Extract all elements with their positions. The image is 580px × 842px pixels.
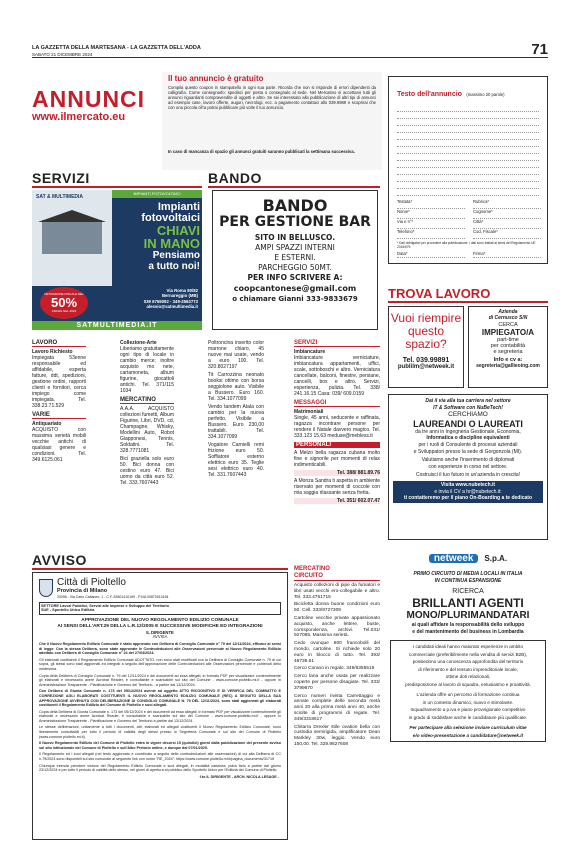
- mercatino2-item-4: Cedo ovunque 800 francobolli del mondo, cartoline. Si richiede solo 20 euro in blocco di tutto. Tel. 393/ 48739.61: [294, 641, 380, 664]
- nw-line18: Per partecipare alla selezione inviare curriculum vitae: [409, 725, 527, 730]
- varie-header: VARIE: [32, 412, 86, 419]
- coupon-title: Testo dell'annuncio: [397, 91, 462, 98]
- coat-of-arms-icon: [39, 579, 53, 597]
- issue-date: SABATO 21 DICEMBRE 2024: [32, 52, 93, 57]
- mercatino-ad-3: Poltroncina inserito color marrone chiaro, 45 nuove mai usate, vendo a euro 100. Tel. 320.8027197: [208, 340, 264, 370]
- annunci-url[interactable]: www.ilmercato.eu: [32, 111, 126, 123]
- sat-line3: CHIAVI: [156, 223, 200, 238]
- nw-email[interactable]: e/o video-presentazione a candidature@netweek.it: [412, 732, 524, 738]
- coupon-fields-right: [473, 199, 541, 239]
- vuoi-line3: spazio?: [405, 337, 447, 351]
- mercatino2-sub: CIRCUITO: [294, 573, 380, 581]
- nb-contact-box: [393, 481, 543, 503]
- az-impiegato: IMPIEGATO/A: [481, 328, 535, 337]
- sat-brand: SAT & MULTIMEDIA: [36, 194, 84, 200]
- tax-badge: [40, 287, 88, 319]
- nb-line9: Valutiamo anche l'inserimento di diplomati: [421, 457, 515, 464]
- nw-line10: possiedono una conoscenza approfondita del territorio: [412, 659, 524, 664]
- servizi-section-header: [32, 170, 202, 188]
- annunci-title: ANNUNCI: [32, 86, 146, 112]
- avviso-heading1: APPROVAZIONE DEL NUOVO REGOLAMENTO EDILIZIO COMUNALE: [81, 617, 239, 623]
- pioltello-city: Città di Pioltello: [57, 577, 126, 588]
- nb-line13: e invia il CV a hr@nubetech.it:: [434, 488, 502, 495]
- nubetech-ad: [388, 394, 548, 540]
- free-ad-body: Compila questo coupon in stampatello in ogni sua parte. Ricorda che non si risponde di errori dipendenti da calligrafia. Come consegnarlo: spedisci per posta o consegnalo al sede. Nel Mercatino si accettano tutti gli annunci riguardanti compravendite di oggetti e altro. Se sei interessato alla pubblicazione di altri tipi di annunci ad esempio case, lavoro offerte, auguri, necrologi, ecc. a pagamento contattaci allo 039.9989 e scoprirai che con una piccola cifra potrai pubblicare più volte il tuo annuncio.: [168, 85, 376, 110]
- sat-line4: IN MANO: [143, 236, 200, 251]
- nw-line11: di riferimento e del tessuto imprenditoriale locale,: [418, 666, 518, 672]
- mercatino-ad-1: A.A.A. ACQUISTO collezioni fumetti, Album Figurine, Libri, DVD, cd, Champagne, Whisky, Modellini Auto, Robot Giapponesi, Tennis, Soldatini. Tel. 328.7771081: [120, 406, 174, 454]
- matrimoniali-label: Matrimoniali: [294, 409, 324, 415]
- nw-line12: ottime doti relazionali,: [445, 674, 491, 679]
- page-header: [32, 41, 548, 58]
- avviso-p3: Copia della Delibera di Consiglio Comunale n. 79 del 12/11/2024 e dei documenti ad essa allegati, in formato PDF per visualizzare contenutimente gli elaborati e necessario avere Acrobat Reader, è consultabile e scaricabile sul sito del Comune - www.comune.pioltello.mi.it - oppure in Amministrazione Trasparente - Pianificazione e Governo del Territorio - a partire dal 13/12/2024.: [39, 673, 281, 687]
- bando-title: BANDO: [208, 170, 262, 186]
- personali-header: PERSONALI: [294, 442, 380, 448]
- collezione-ad: Liberiamo gratuitamente ogni tipo di locale in cambio merce; inoltre acquisto mo nete, cartamoneta, album figurine, giocattoli antichi. Tel. 371/115 1034: [120, 346, 174, 394]
- antiquariato-ad: ACQUISTO con massima serietà mobili vecchie antichi di qualsiasi genere e condizioni. Tel. 349.6125.061: [32, 427, 86, 463]
- pioltello-header: [39, 577, 281, 600]
- mercatino-ad-5: Vendo tandem Atala con cambio per la nuova perfetto. Visibile a Bussero. Euro 230,00 trattabili. Tel. 334.1077099: [208, 404, 264, 440]
- sat-line1: Impianti: [157, 201, 200, 213]
- az-info1: Info e cv a:: [493, 357, 523, 363]
- mercatino2-item-8: Chitarra Drexler stile ovation bella con custodia semirigida, amplificatore Dean Markley 30w, leggio. Vendo euro 150,00. Tel. 329.9827608: [294, 724, 380, 747]
- pioltello-address: 20096 - Via Carlo Cattaneo, 1 - C.F. 83501410159 - P.IVA 00870010154: [57, 595, 169, 599]
- nw-line9: commerciale (preferibilmente nella vendita di servizi B2B),: [408, 651, 528, 657]
- badge-line1: DETRAZIONE FISCALE DEL: [44, 292, 84, 296]
- free-ad-footer: In caso di mancanza di spazio gli annunci gratuiti saranno pubblicati la settimana successiva.: [168, 149, 355, 154]
- nb-line2: IT & Software con NuBeTech!: [433, 404, 503, 411]
- field-nome[interactable]: Nome*: [397, 209, 465, 219]
- sat-line5: Pensiamo: [152, 250, 200, 261]
- bando-phone: o chiamare Gianni 333-9833679: [232, 295, 358, 303]
- classifieds-column-3: [208, 340, 264, 480]
- nb-line1: Dai il via alla tua carriera nel settore: [425, 398, 511, 404]
- field-via[interactable]: Via e n°*: [397, 219, 465, 229]
- nb-line7: per i ruoli di Consulente di processi aziendali: [418, 441, 518, 448]
- coupon-hint: (massimo 20 parole): [466, 92, 505, 97]
- avviso-p4: Con Delibera di Giunta Comunale n. 173 del 05/12/2024 avente ad oggetto ATTO RICOGNITIVO E DI VERIFICA DEL COMBATTO E CORREZIONE AGLI ELABORATI COSTITUENTI IL NUOVO REGOLAMENTO EDILIZIO COMUNALE (REC) A SEGUITO DELLA SUA APPROVAZIONE AVVENUTA CON DELIBERAZIONE DI CONSIGLIO COMUNALE N. 79 DEL 12/11/2024, sono stati aggiornati gli elaborati costituenti il Regolamento Edilizio del Comune di Pioltello e suoi allegati.: [39, 689, 281, 708]
- sat-address1: Via Roma 80/82: [166, 288, 198, 293]
- bando-subheading: PER GESTIONE BAR: [219, 214, 371, 230]
- bando-line1: SITO IN BELLUSCO.: [254, 233, 336, 242]
- nw-line1: PRIMO CIRCUITO DI MEDIA LOCALI IN ITALIA: [413, 571, 523, 577]
- avviso-avvisa: AVVISA: [152, 634, 168, 640]
- nw-line5: MONO/PLURIMANDATARI: [406, 610, 530, 621]
- nw-requirements-box: [390, 640, 546, 742]
- field-telefono[interactable]: Telefono*: [397, 229, 465, 239]
- az-pt3: e segreteria: [493, 349, 523, 355]
- mercatino2-item-1: Acquisto collezioni di pipe da fumatori e libri usati vecchi ero-collegabile e altro. Tel. 333.4751715: [294, 583, 380, 600]
- sue-line: SUE - Sportello Unico Edilizia: [41, 608, 95, 613]
- lavoro-richiesto-label: Lavoro Richiesto: [32, 349, 73, 355]
- netweek-ad: [388, 552, 548, 840]
- nb-line3: CERCHIAMO: [448, 411, 488, 419]
- sector-line: SETTORE Lavori Pubblici, Servizi alle Imprese e Sviluppo del Territorio: [41, 603, 169, 608]
- imbiancature-label: Imbiancature: [294, 349, 326, 355]
- sector-box: [39, 602, 281, 615]
- servizi-title: SERVIZI: [32, 170, 90, 186]
- vuoi-email[interactable]: publilm@netweek.it: [397, 364, 455, 370]
- classifieds-column-4: [294, 340, 380, 504]
- mercatino2-item-6: Cerco lana anche usata per realizzare coperte per persone disagiate. Tel. 333/ 3799670: [294, 674, 380, 691]
- trova-lavoro-title: TROVA LAVORO: [388, 286, 491, 301]
- bando-line3: E ESTERNI.: [274, 253, 316, 262]
- nw-line15: in un contesto dinamico, nuovo e stimolante.: [422, 699, 514, 705]
- house-image: [32, 190, 112, 286]
- bando-line2: AMPI SPAZZI INTERNI: [255, 243, 335, 252]
- vuoi-line1: Vuoi riempire: [390, 311, 462, 325]
- nb-line4: LAUREANDI O LAUREATI: [413, 418, 523, 429]
- nb-line5: da tre anni in Ingegneria Gestionale, Economia,: [415, 428, 521, 435]
- pioltello-province: Provincia di Milano: [57, 588, 108, 594]
- avviso-heading2: AI SENSI DELL'ART.29 DELLA L.R.12/2005 E SUCCESSIVE MODIFICHE ED INTEGRAZIONI: [57, 623, 263, 629]
- az-line2: di Cernusco S/N: [488, 315, 528, 321]
- azienda-cernusco-ad: [468, 306, 548, 388]
- mercatino-ad-2: Bici graziella solo euro 50. Bici donna con cestino euro 47. Bici uomo da città euro 52. Tel. 333.7607443: [120, 456, 174, 486]
- sat-line2: fotovoltaici: [141, 212, 200, 224]
- nb-line10: con esperienze in corso nel settore.: [428, 463, 508, 470]
- ad-coupon-form: [388, 76, 548, 264]
- avviso-section-header: [32, 552, 288, 570]
- annunci-masthead: [32, 86, 156, 123]
- netweek-logo: netweek: [429, 554, 478, 563]
- personali-ad-1: A Melzo bella ragazza cubana molto fine e signorile per momenti di relax indimenticabili.: [294, 450, 380, 468]
- classifieds-column-2: [120, 340, 174, 488]
- sat-contacts: [124, 288, 198, 309]
- nw-line3: RICERCA: [452, 588, 484, 595]
- lavoro-header: LAVORO: [32, 340, 86, 347]
- messaggi-header: MESSAGGI: [294, 400, 380, 407]
- vuoi-riempire-ad: [388, 306, 464, 388]
- classifieds-column-1: [32, 340, 86, 465]
- field-cognome[interactable]: Cognome*: [473, 209, 541, 219]
- sat-phone: 039 6755092 - 349-2563772: [143, 298, 198, 304]
- nw-line7: e del mantenimento del business in Lombardia: [412, 629, 524, 635]
- avviso-dirigente: IL DIRIGENTE: [146, 629, 174, 635]
- nw-line2: IN CONTINUA ESPANSIONE: [434, 578, 502, 584]
- avviso-title: AVVISO: [32, 552, 87, 568]
- avviso-p7: Il Nuovo Regolamento Edilizio del Comune di Pioltello entra in vigore decorsi 15 (quindici) giorni dalla pubblicazione del presente avviso sul sito istituzionale del Comune di Pioltello e sull'Albo Pretorio online, e dunque dal 07/01/2025.: [39, 741, 281, 750]
- bando-heading: BANDO: [262, 196, 328, 215]
- mercatino-circuito-column: [294, 566, 380, 750]
- mercatino2-title: MERCATINO: [294, 566, 330, 572]
- avviso-p2: Gli elaborati costituenti il Regolamento Edilizio Comunale ADOTTATO, non sono stati modificati con la Delibera di Consiglio Comunale n. 79 di cui sopra, gli stessi sono stati aggiornati ed integrati a seguito dell'approvazione delle Controdeduzioni alle Osservazioni pervenute e contenuti dello medesima.: [39, 657, 281, 671]
- lavoro-ad-1: Impiegata 53enne responsabile ed affidabile, esperta fatture, ddt, spedizioni, gestione ordini, rapporti clienti e fornitori, cerca impiego come impiegata. Tel. 338.23.71.529: [32, 355, 86, 409]
- imbiancature-ad: Imbiancature verniciature, imbiancatura appartamenti, uffici, scale, sottoboschi e altro. Verniciatura cancellate, balconi, finestre, persiane, cancelli, box e altro. Servizi, esperienza, pulizia. Tel. 338/ 241.16.15 Casa: 039/ 609.0159: [294, 355, 380, 397]
- free-ad-info-box: [162, 72, 382, 170]
- nw-line4: BRILLANTI AGENTI: [412, 596, 524, 610]
- avviso-p5: Copia della Delibera di Giunta Comunale n. 173 del 05/12/2024 e dei documenti ad essa allegati, in formato PDF per visualizzare contenutimente gli elaborati e necessario avere Acrobat Reader, è consultabile e scaricabile sul sito del Comune - www.comune.pioltello.mi.it - oppure in Amministrazione Trasparente - Pianificazione e Governo del Territorio a partire dal 13/12/2024.: [39, 709, 281, 723]
- field-data[interactable]: Data*: [397, 251, 465, 258]
- nw-line16: Inquadramento a p.iva e piano provvigionale competitivo: [410, 707, 526, 712]
- mercatino-header: MERCATINO: [120, 397, 174, 404]
- personali-phone-1: Tel. 388/ 881.89.76: [294, 470, 380, 476]
- netweek-logo-row: [388, 554, 548, 563]
- personali-phone-2: Tel. 351/ 602.07.47: [294, 498, 380, 504]
- badge-line3: ANCHE NEL 2024: [51, 309, 77, 313]
- coupon-text-lines[interactable]: [397, 105, 539, 196]
- sat-email[interactable]: alessio@satmultimedia.it: [146, 303, 198, 309]
- page-number: 71: [531, 41, 548, 58]
- coupon-fields-left: [397, 199, 465, 239]
- avviso-signature: f.to IL DIRIGENTE - ARCH. NICOLA LESAGE -: [199, 774, 279, 779]
- bando-section-header: [208, 170, 380, 188]
- trova-lavoro-header: [388, 286, 548, 303]
- sat-address2: Bernareggio (MB): [161, 293, 198, 299]
- vuoi-line2: questo: [407, 324, 445, 338]
- nb-line11: Costruisci il tuo futuro in un'azienda in crescita!: [415, 472, 521, 479]
- personali-ad-2: A Monza Sandra ti aspetta in ambiente riservato per momenti di coccole con mia saggia rilassante senza fretta.: [294, 478, 380, 496]
- az-pt1: part-time: [497, 337, 519, 343]
- nw-line8: I candidati ideali hanno maturato esperienze in ambito: [412, 644, 524, 649]
- servizi-col-header: SERVIZI: [294, 340, 380, 347]
- avviso-p8: Il Regolamento ed i suoi allegati (nel testo aggiornato e coordinato a seguito delle controdeduzioni alle osservazioni) di cui alla Delibera di CC n.79/2024 sono disponibili sul sito comunale al seguente link con nome "RE_2024": https://www.comune.pioltello.mi.it/pagina_documento/31715: [39, 752, 281, 762]
- field-citta[interactable]: Città*: [473, 219, 541, 229]
- mercatino2-item-5: Cerco Corano in regalo. 349/6355519: [294, 666, 375, 672]
- nw-line17: in grado di soddisfare anche le candidature più qualificate.: [408, 714, 528, 720]
- bando-email[interactable]: coopcantonese@gmail.com: [233, 284, 357, 293]
- field-rubrica[interactable]: Rubrica*: [473, 199, 541, 209]
- sat-website[interactable]: SATMULTIMEDIA.IT: [32, 321, 202, 330]
- avviso-pioltello-box: [32, 572, 288, 840]
- nb-line6: Informatica o discipline equivalenti: [426, 435, 510, 442]
- az-pt2: per contabilità: [490, 343, 526, 349]
- collezione-label: Collezione-Arte: [120, 340, 157, 346]
- nw-line13: predisposizione al lavoro di squadra, entusiasmo e proattività.: [405, 681, 531, 687]
- field-codfiscale[interactable]: Cod. Fiscale*: [473, 229, 541, 239]
- nb-line14: ti contatteremo per il piano On-Boarding a te dedicato: [403, 495, 533, 502]
- sat-multimedia-ad: [32, 190, 202, 330]
- vuoi-phone: Tel. 039.99891: [402, 357, 450, 364]
- sat-line6: a tutto noi!: [148, 261, 200, 272]
- bando-line4: PARCHEGGIO 50MT.: [258, 263, 332, 272]
- coupon-note: * Dati obbligatori per procedere alla pubblicazione. I dati sono trattati ai sensi del Regolamento UE 2016/679.: [397, 241, 536, 249]
- nw-line6: ai quali affidare la responsabilità dello sviluppo: [411, 622, 525, 628]
- netweek-spa: S.p.A.: [484, 554, 508, 563]
- mercatino2-item-7: Cerco numeri rivista Carrettaggio e annate complete delle seconda metà anni 20 alla prima metà anni 40, anche sciolte di programmi di regate. Tel. 349/3318617: [294, 693, 380, 722]
- mercatino-ad-4: Tit Carrozzina neonato booksi ottimo con borsa seggiolone auto. Visibile a Bussero. Euro 160. Tel. 334.1077099: [208, 372, 264, 402]
- newspaper-title: LA GAZZETTA DELLA MARTESANA - LA GAZZETTA DELL'ADDA: [32, 45, 201, 51]
- az-email[interactable]: segreteria@gallieoing.com: [476, 363, 540, 369]
- bando-line5: PER INFO SCRIVERE A:: [247, 273, 343, 282]
- badge-percent: 50%: [50, 295, 78, 310]
- az-line1: Azienda: [498, 309, 518, 315]
- nw-line14: L'azienda offre un percorso di formazione continua: [416, 692, 520, 697]
- matrimoniali-ad: Single, 45 anni, seducente e raffinata, ragazza incontrare persone per rendere il Natale davvero magico. Tel. 333.123 15.63 meduse@mebless.it: [294, 415, 380, 439]
- antiquariato-label: Antiquariato: [32, 421, 62, 427]
- bando-ad-box: [212, 190, 378, 330]
- mercatino-ad-6: Vogatore Carnielli remi frizione euro 50. Soffiatore esterno elettrico euro 35. Teglie sesi elettrico euro 40. Tel. 331.7607443: [208, 442, 264, 478]
- avviso-p9: Chiunque intenda prendere visione del Regolamento Edilizio Comunale e suoi allegati, in modalità cartacea, potrà farlo a partire dal giorno 23/12/2024 e per tutto il periodo di validità dello stesso, nei giorni di apertura al pubblico dello Sportello Unico per l'Edilizia del Comune di Pioltello.: [39, 763, 281, 773]
- az-cerca: CERCA: [498, 322, 518, 328]
- field-testata[interactable]: Testata*: [397, 199, 465, 209]
- avviso-p6: Le stesse deliberazioni, unitamente a tutti i documenti, atti, elaborati ed allegati costituenti il Nuovo Regolamento Edilizio Comunale, sono liberamente consultabili per tutto il periodo di validità degli stessi presso lo Segreteria Comunale e sul sito del Comune di Pioltello (www.comune.pioltello.mi.it).: [39, 725, 281, 739]
- sat-tag: IMPIANTI FOTOVOLTAICI: [112, 190, 202, 198]
- nb-line8: e Sviluppatori presso la sede di Gorgonzola (MI).: [413, 448, 523, 455]
- mercatino2-item-2: Bicicletta donna buone condizioni euro 50. Cell. 333/9727309: [294, 602, 380, 614]
- mercatino2-item-3: Cartoline vecchie private appassionato acquisto, anche lettere, buste, corrispondenza, archivi. Tel.031/ 927085. Massima serietà.: [294, 615, 380, 639]
- free-ad-title: Il tuo annuncio è gratuito: [168, 74, 264, 83]
- field-firma[interactable]: Firma*: [473, 251, 541, 258]
- nb-line12[interactable]: Visita www.nubetech.it: [440, 481, 496, 488]
- avviso-p1: Che il Nuovo Regolamento Edilizio Comunale è stato approvato con Delibera di Consiglio Comunale n° 79 del 12/11/2024, efficace ai sensi di legge. Con la stessa Delibera, sono state approvate le Controdeduzioni alle Osservazioni pervenute al Nuovo Regolamento Edilizio adottato con Delibera di Consiglio Comunale n° 24 del 27/04/2024.: [39, 641, 281, 656]
- avviso-body: [39, 642, 281, 773]
- sat-headline: [116, 202, 200, 272]
